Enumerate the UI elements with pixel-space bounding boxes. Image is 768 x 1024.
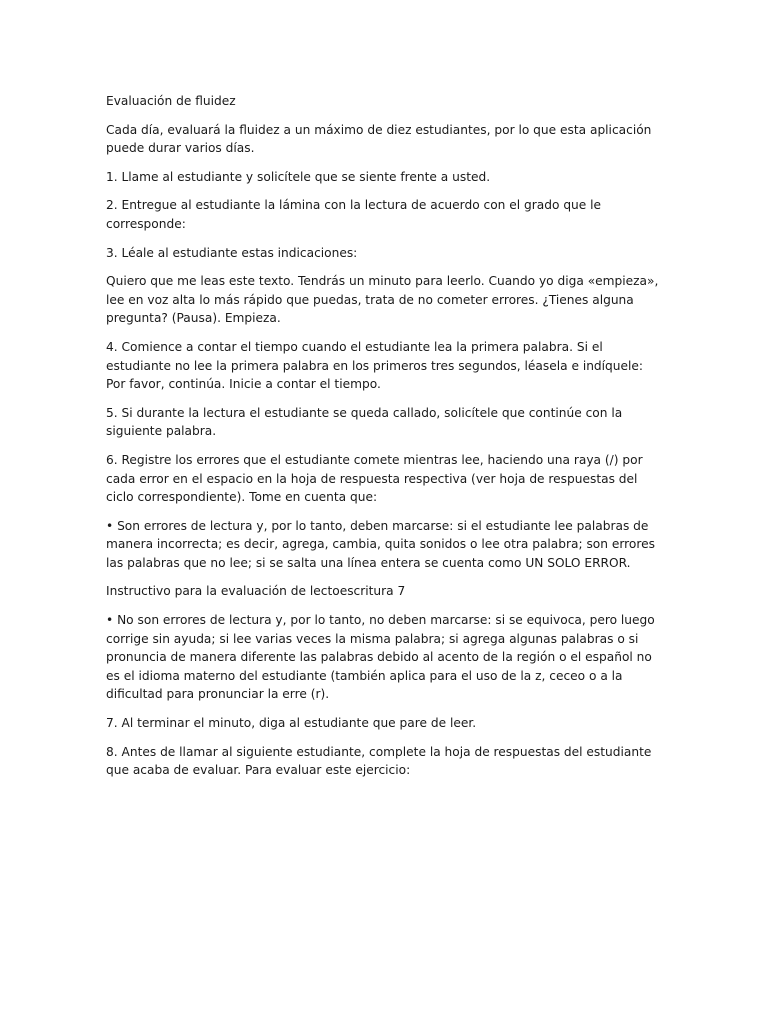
step-7: 7. Al terminar el minuto, diga al estudiante que pare de leer. (106, 716, 477, 731)
document-body (106, 92, 666, 790)
errors-bullet: • Son errores de lectura y, por lo tanto, deben marcarse: si el estudiante lee palabras de manera incorrecta; es decir, agrega, cambia, quita sonidos o lee otra palabra; son errores las palabras que no lee; si se salta una línea entera se cuenta como UN SOLO ERROR. (106, 518, 655, 570)
non-errors-bullet: • No son errores de lectura y, por lo tanto, no deben marcarse: si se equivoca, pero luego corrige sin ayuda; si lee varias veces la misma palabra; si agrega algunas palabras o si pronuncia de manera diferente las palabras debido al acento de la región o el español no es el idioma materno del estudiante (también aplica para el uso de la z, ceceo o a la dificultad para pronunciar la erre (r). (106, 613, 655, 702)
step-2: 2. Entregue al estudiante la lámina con la lectura de acuerdo con el grado que le corresponde: (106, 198, 602, 231)
student-instructions: Quiero que me leas este texto. Tendrás un minuto para leerlo. Cuando yo diga «empieza», lee en voz alta lo más rápido que puedas, trata de no cometer errores. ¿Tienes alguna pregunta? (Pausa). Empieza. (106, 274, 659, 326)
step-1: 1. Llame al estudiante y solicítele que se siente frente a usted. (106, 169, 491, 184)
document-title: Evaluación de fluidez (106, 94, 236, 108)
intro-paragraph: Cada día, evaluará la fluidez a un máximo de diez estudiantes, por lo que esta aplicación puede durar varios días. (106, 122, 652, 156)
step-3: 3. Léale al estudiante estas indicaciones: (106, 245, 358, 260)
step-8: 8. Antes de llamar al siguiente estudiante, complete la hoja de respuestas del estudiante que acaba de evaluar. Para evaluar este ejercicio: (106, 744, 652, 778)
page-footer-text: Instructivo para la evaluación de lectoescritura 7 (106, 584, 406, 599)
step-6: 6. Registre los errores que el estudiante comete mientras lee, haciendo una raya (/) por cada error en el espacio en la hoja de respuesta respectiva (ver hoja de respuestas del ciclo correspondiente). Tome en cuenta que: (106, 452, 643, 505)
step-5: 5. Si durante la lectura el estudiante se queda callado, solicítele que continúe con la siguiente palabra. (106, 405, 623, 439)
step-4: 4. Comience a contar el tiempo cuando el estudiante lea la primera palabra. Si el estudiante no lee la primera palabra en los primeros tres segundos, léasela e indíquele: Por favor, continúa. Inicie a contar el tiempo. (106, 339, 643, 392)
